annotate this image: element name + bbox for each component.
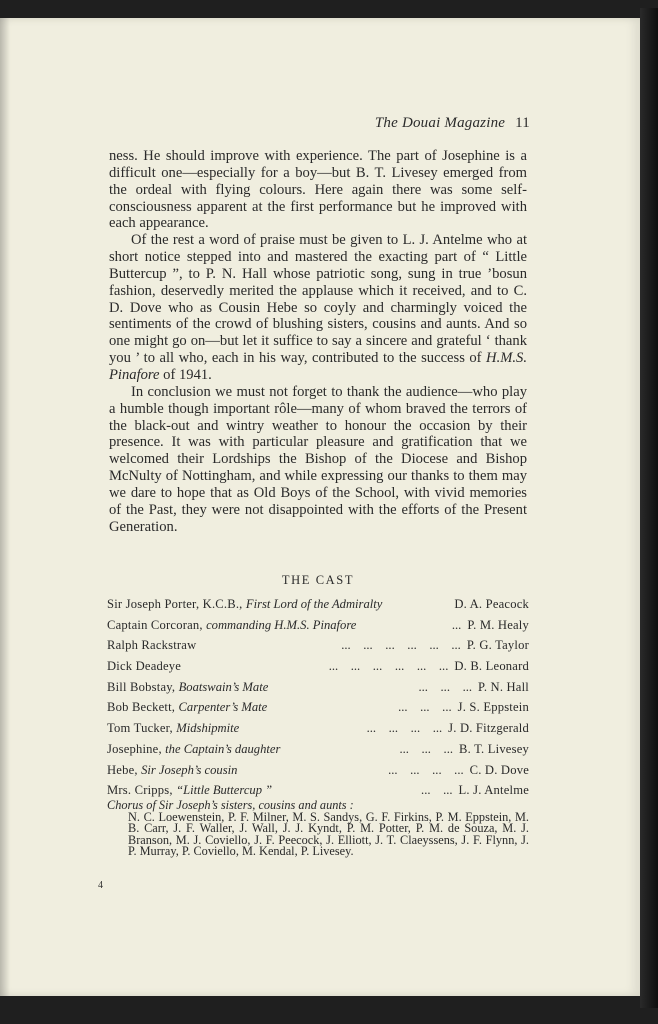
chorus-block xyxy=(107,800,529,858)
cast-row xyxy=(107,677,529,698)
cast-role-cell xyxy=(107,677,268,698)
cast-row xyxy=(107,718,529,739)
cast-actor-cell xyxy=(388,760,529,781)
cast-role: Bob Beckett, xyxy=(107,700,179,715)
cast-actor: D. B. Leonard xyxy=(454,659,529,674)
cast-role-cell xyxy=(107,739,280,760)
cast-actor: P. N. Hall xyxy=(478,679,529,694)
cast-role-cell xyxy=(107,697,267,718)
chorus-names: N. C. Loewenstein, P. F. Milner, M. S. Sandys, G. F. Firkins, P. M. Eppstein, M. B. Carr, J. F. Waller, J. Wall, J. J. Kyndt, P. M. Potter, P. M. de Souza, M. J. Branson, M. J. Coviello, J. F. Peecock, J. Elliott, J. T. Claeyssens, J. F. Flynn, J. P. Murray, P. Coviello, M. Kendal, P. Livesey. xyxy=(128,809,529,859)
cast-leader-dots: ... ... ... ... ... ... xyxy=(341,638,461,653)
cast-heading: THE CAST xyxy=(281,573,355,587)
running-head-title: The Douai Magazine xyxy=(374,115,506,131)
cast-actor-cell xyxy=(398,697,529,718)
cast-actor-cell xyxy=(418,677,529,698)
cast-role-description: Sir Joseph’s cousin xyxy=(141,762,238,777)
cast-role: Captain Corcoran, xyxy=(107,617,207,632)
cast-role-cell xyxy=(107,594,382,615)
cast-actor-cell xyxy=(399,739,529,760)
cast-role-cell xyxy=(107,718,239,739)
paragraph-1: ness. He should improve with experience. The part of Josephine is a difficult one—especially for a boy—but B. T. Livesey emerged from the ordeal with flying colours. Here again there was some self-consciousness apparent at the first performance but he improved with each appearance. xyxy=(109,148,527,232)
cast-role: Sir Joseph Porter, K.C.B., xyxy=(107,597,246,611)
cast-role-description: First Lord of the Admiralty xyxy=(245,597,383,611)
cast-role: Tom Tucker, xyxy=(107,721,177,736)
paragraph-3: In conclusion we must not forget to thank the audience—who play a humble though important rôle—many of whom braved the terrors of the black-out and wintry weather to honour the occasion by their presence. It was with particular pleasure and gratification that we welcomed their Lordships the Bishop of the Diocese and Bishop McNulty of Nottingham, and while expressing our thanks to them may we dare to hope that as Old Boys of the School, with vivid memories of the Past, they were not disappointed with the efforts of the Present Generation. xyxy=(109,383,527,535)
cast-actor-cell xyxy=(367,718,529,739)
cast-role-description: commanding H.M.S. Pinafore xyxy=(206,617,357,632)
cast-actor: B. T. Livesey xyxy=(459,741,529,756)
cast-leader-dots: ... ... ... ... xyxy=(366,721,443,736)
paragraph-2-italic: H.M.S. Pinafore xyxy=(109,350,527,383)
cast-actor: J. S. Eppstein xyxy=(457,700,529,715)
signature-mark: 4 xyxy=(98,880,103,891)
cast-leader-dots: ... ... ... ... xyxy=(388,762,464,777)
cast-actor-cell xyxy=(329,656,529,677)
article-body xyxy=(109,148,527,535)
page-gutter-shadow xyxy=(0,18,10,996)
cast-role-cell xyxy=(107,760,237,781)
cast-role-description: “Little Buttercup ” xyxy=(176,783,273,798)
running-head xyxy=(375,115,530,132)
cast-role-description: Boatswain’s Mate xyxy=(178,679,269,694)
book-cover-edge xyxy=(640,8,658,1008)
cast-leader-dots: ... ... xyxy=(421,783,453,798)
cast-row xyxy=(107,760,529,781)
paragraph-2-end: of 1941. xyxy=(159,366,212,383)
cast-leader-dots: ... ... ... xyxy=(398,700,452,715)
cast-actor: J. D. Fitzgerald xyxy=(448,721,529,736)
cast-actor-cell xyxy=(448,594,529,615)
cast-role-cell xyxy=(107,635,196,656)
cast-row xyxy=(107,594,529,615)
cast-actor: D. A. Peacock xyxy=(454,597,529,611)
cast-actor: C. D. Dove xyxy=(469,762,529,777)
running-head-page-number: 11 xyxy=(515,115,530,131)
cast-row xyxy=(107,697,529,718)
cast-leader-dots: ... xyxy=(451,617,462,632)
cast-role-cell xyxy=(107,615,356,636)
cast-list xyxy=(107,594,529,801)
cast-role: Bill Bobstay, xyxy=(107,679,179,694)
cast-actor-cell xyxy=(421,780,529,801)
cast-leader-dots: ... ... ... ... ... ... xyxy=(328,659,449,674)
cast-actor: P. G. Taylor xyxy=(466,638,529,653)
cast-actor: P. M. Healy xyxy=(467,617,529,632)
cast-role-description: Midshipmite xyxy=(176,721,240,736)
cast-row xyxy=(107,656,529,677)
cast-leader-dots: ... ... ... xyxy=(399,741,453,756)
paragraph-2 xyxy=(109,232,527,384)
cast-role: Mrs. Cripps, xyxy=(107,783,177,798)
cast-leader-dots: ... ... ... xyxy=(418,679,473,694)
cast-actor-cell xyxy=(341,635,529,656)
cast-row xyxy=(107,635,529,656)
cast-role: Dick Deadeye xyxy=(107,659,182,674)
cast-row xyxy=(107,739,529,760)
cast-role-cell xyxy=(107,656,181,677)
cast-role: Ralph Rackstraw xyxy=(107,638,197,653)
cast-role-description: Carpenter’s Mate xyxy=(178,700,268,715)
cast-role-description: the Captain’s daughter xyxy=(165,741,281,756)
cast-row xyxy=(107,615,529,636)
cast-actor: L. J. Antelme xyxy=(458,783,529,798)
cast-role: Hebe, xyxy=(107,762,142,777)
cast-role: Josephine, xyxy=(107,741,166,756)
chorus-title: Chorus of Sir Joseph’s sisters, cousins and aunts : xyxy=(107,798,354,812)
cast-actor-cell xyxy=(452,615,529,636)
paragraph-2-text: Of the rest a word of praise must be given to L. J. Antelme who at short notice stepped into and mastered the exacting part of “ Little Buttercup ”, to P. N. Hall whose patriotic song, sung in true ’bosun fashion, deservedly merited the applause which it received, and to C. D. Dove who as Cousin Hebe so coyly and charmingly voiced the sentiments of the crowd of blushing sisters, cousins and aunts. And so one might go on—but let it suffice to say a sincere and grateful ‘ thank you ’ to all who, each in his way, contributed to the success of xyxy=(109,232,527,367)
